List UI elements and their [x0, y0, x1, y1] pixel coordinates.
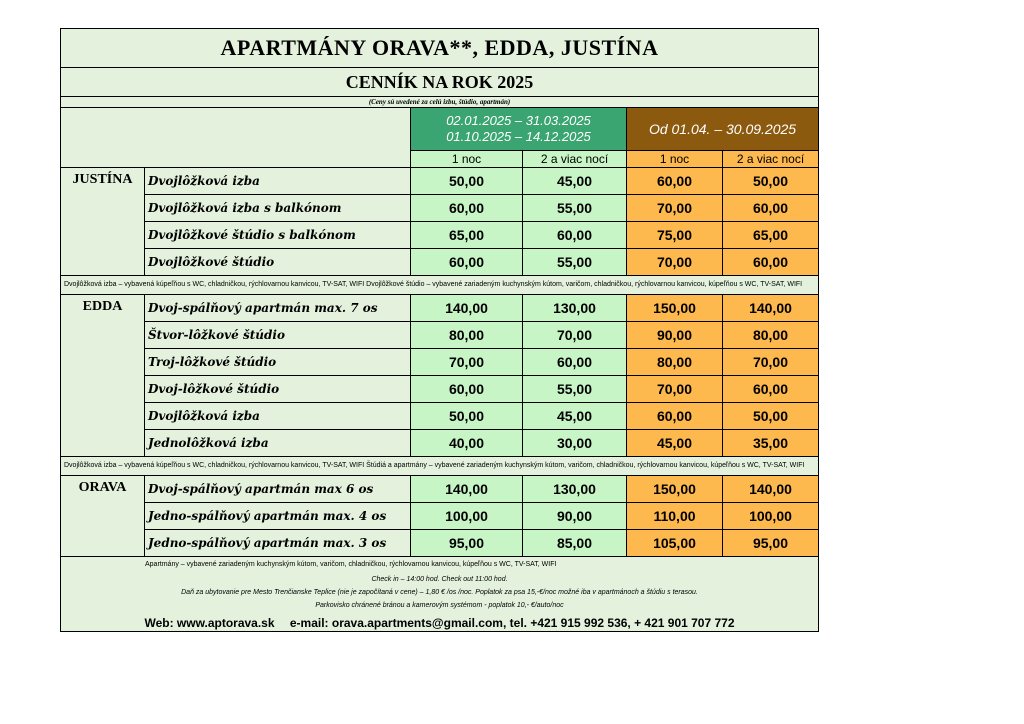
price-list-table [60, 28, 819, 632]
room-name: Dvojlôžkové štúdio [145, 249, 411, 276]
price-cell: 80,00 [723, 322, 819, 349]
low-season-header [411, 108, 627, 151]
col-header-low-2plus: 2 a viac nocí [523, 151, 627, 168]
price-cell: 75,00 [627, 222, 723, 249]
low-season-dates-2: 01.10.2025 – 14.12.2025 [446, 129, 591, 144]
price-cell: 85,00 [523, 530, 627, 557]
price-cell: 65,00 [723, 222, 819, 249]
price-cell: 50,00 [411, 403, 523, 430]
price-cell: 55,00 [523, 249, 627, 276]
tax-info: Daň za ubytovanie pre Mesto Trenčianske Teplice (nie je započítaná v cene) – 1,80 € /os /noc. Poplatok za psa 15,-€/noc možné iba v apartmánoch a štúdiu s terasou. [181, 589, 698, 596]
room-name: Dvojlôžková izba [145, 168, 411, 195]
price-cell: 140,00 [723, 295, 819, 322]
web-link[interactable]: Web: www.aptorava.sk [144, 616, 275, 630]
edda-description: Dvojlôžková izba – vybavená kúpeľňou s WC, chladničkou, rýchlovarnou kanvicou, TV-SAT, WIFI Štúdiá a apartmány – vybavené zariadeným kuchynským kútom, varičom, chladničkou, rýchlovarnou kanvicou, kúpeľňou s WC, TV-SAT, WIFI [61, 457, 819, 476]
price-cell: 80,00 [411, 322, 523, 349]
low-season-dates-1: 02.01.2025 – 31.03.2025 [446, 113, 591, 128]
room-name: Dvoj-spálňový apartmán max. 7 os [145, 295, 411, 322]
header-empty-cell [61, 108, 411, 168]
price-cell: 50,00 [723, 168, 819, 195]
col-header-high-2plus: 2 a viac nocí [723, 151, 819, 168]
price-cell: 60,00 [723, 195, 819, 222]
price-cell: 150,00 [627, 476, 723, 503]
price-cell: 140,00 [411, 295, 523, 322]
group-justina: JUSTÍNA [61, 168, 145, 276]
price-note: (Ceny sú uvedené za celú izbu, štúdio, apartmán) [61, 97, 819, 108]
parking-info: Parkovisko chránené bránou a kamerovým systémom - poplatok 10,- €/auto/noc [315, 602, 564, 609]
price-cell: 60,00 [627, 403, 723, 430]
justina-description: Dvojlôžková izba – vybavená kúpeľňou s WC, chladničkou, rýchlovarnou kanvicou, TV-SAT, WIFI Dvojlôžkové štúdio – vybavené zariadeným kuchynským kútom, varičom, chladničkou, rýchlovarnou kanvicou, kúpeľňou s WC, TV-SAT, WIFI [61, 276, 819, 295]
price-cell: 45,00 [523, 403, 627, 430]
orava-description: Apartmány – vybavené zariadeným kuchynským kútom, varičom, chladničkou, rýchlovarnou kanvicou, kúpeľňou s WC, TV-SAT, WIFI [145, 561, 557, 568]
price-cell: 95,00 [411, 530, 523, 557]
room-name: Dvoj-lôžkové štúdio [145, 376, 411, 403]
page-title: APARTMÁNY ORAVA**, EDDA, JUSTÍNA [61, 29, 819, 68]
price-cell: 130,00 [523, 476, 627, 503]
price-cell: 100,00 [723, 503, 819, 530]
price-cell: 70,00 [627, 195, 723, 222]
col-header-low-1night: 1 noc [411, 151, 523, 168]
contact-line [67, 616, 812, 630]
price-cell: 50,00 [723, 403, 819, 430]
room-name: Dvoj-spálňový apartmán max 6 os [145, 476, 411, 503]
room-name: Jedno-spálňový apartmán max. 3 os [145, 530, 411, 557]
price-cell: 60,00 [411, 376, 523, 403]
contact-info[interactable]: e-mail: orava.apartments@gmail.com, tel. +421 915 992 536, + 421 901 707 772 [289, 616, 735, 630]
col-header-high-1night: 1 noc [627, 151, 723, 168]
room-name: Dvojlôžkové štúdio s balkónom [145, 222, 411, 249]
price-cell: 65,00 [411, 222, 523, 249]
price-cell: 55,00 [523, 195, 627, 222]
price-cell: 140,00 [411, 476, 523, 503]
price-cell: 95,00 [723, 530, 819, 557]
price-cell: 90,00 [523, 503, 627, 530]
price-cell: 40,00 [411, 430, 523, 457]
price-cell: 60,00 [627, 168, 723, 195]
footer [61, 557, 819, 632]
price-cell: 90,00 [627, 322, 723, 349]
price-cell: 60,00 [523, 349, 627, 376]
price-cell: 80,00 [627, 349, 723, 376]
high-season-header: Od 01.04. – 30.09.2025 [627, 108, 819, 151]
price-cell: 70,00 [627, 249, 723, 276]
room-name: Jedno-spálňový apartmán max. 4 os [145, 503, 411, 530]
price-cell: 150,00 [627, 295, 723, 322]
price-cell: 35,00 [723, 430, 819, 457]
price-cell: 110,00 [627, 503, 723, 530]
price-cell: 60,00 [523, 222, 627, 249]
price-cell: 60,00 [723, 376, 819, 403]
price-cell: 45,00 [627, 430, 723, 457]
price-cell: 45,00 [523, 168, 627, 195]
room-name: Štvor-lôžkové štúdio [145, 322, 411, 349]
price-cell: 130,00 [523, 295, 627, 322]
group-orava: ORAVA [61, 476, 145, 557]
room-name: Dvojlôžková izba [145, 403, 411, 430]
price-cell: 50,00 [411, 168, 523, 195]
price-cell: 140,00 [723, 476, 819, 503]
price-cell: 55,00 [523, 376, 627, 403]
price-list-subtitle: CENNÍK NA ROK 2025 [61, 68, 819, 97]
price-cell: 105,00 [627, 530, 723, 557]
price-cell: 100,00 [411, 503, 523, 530]
price-cell: 30,00 [523, 430, 627, 457]
room-name: Dvojlôžková izba s balkónom [145, 195, 411, 222]
checkin-info: Check in – 14:00 hod. Check out 11:00 hod. [371, 576, 508, 583]
price-cell: 60,00 [723, 249, 819, 276]
price-cell: 70,00 [627, 376, 723, 403]
price-cell: 70,00 [411, 349, 523, 376]
room-name: Jednolôžková izba [145, 430, 411, 457]
price-cell: 60,00 [411, 195, 523, 222]
price-cell: 70,00 [523, 322, 627, 349]
room-name: Troj-lôžkové štúdio [145, 349, 411, 376]
price-cell: 70,00 [723, 349, 819, 376]
price-cell: 60,00 [411, 249, 523, 276]
group-edda: EDDA [61, 295, 145, 457]
